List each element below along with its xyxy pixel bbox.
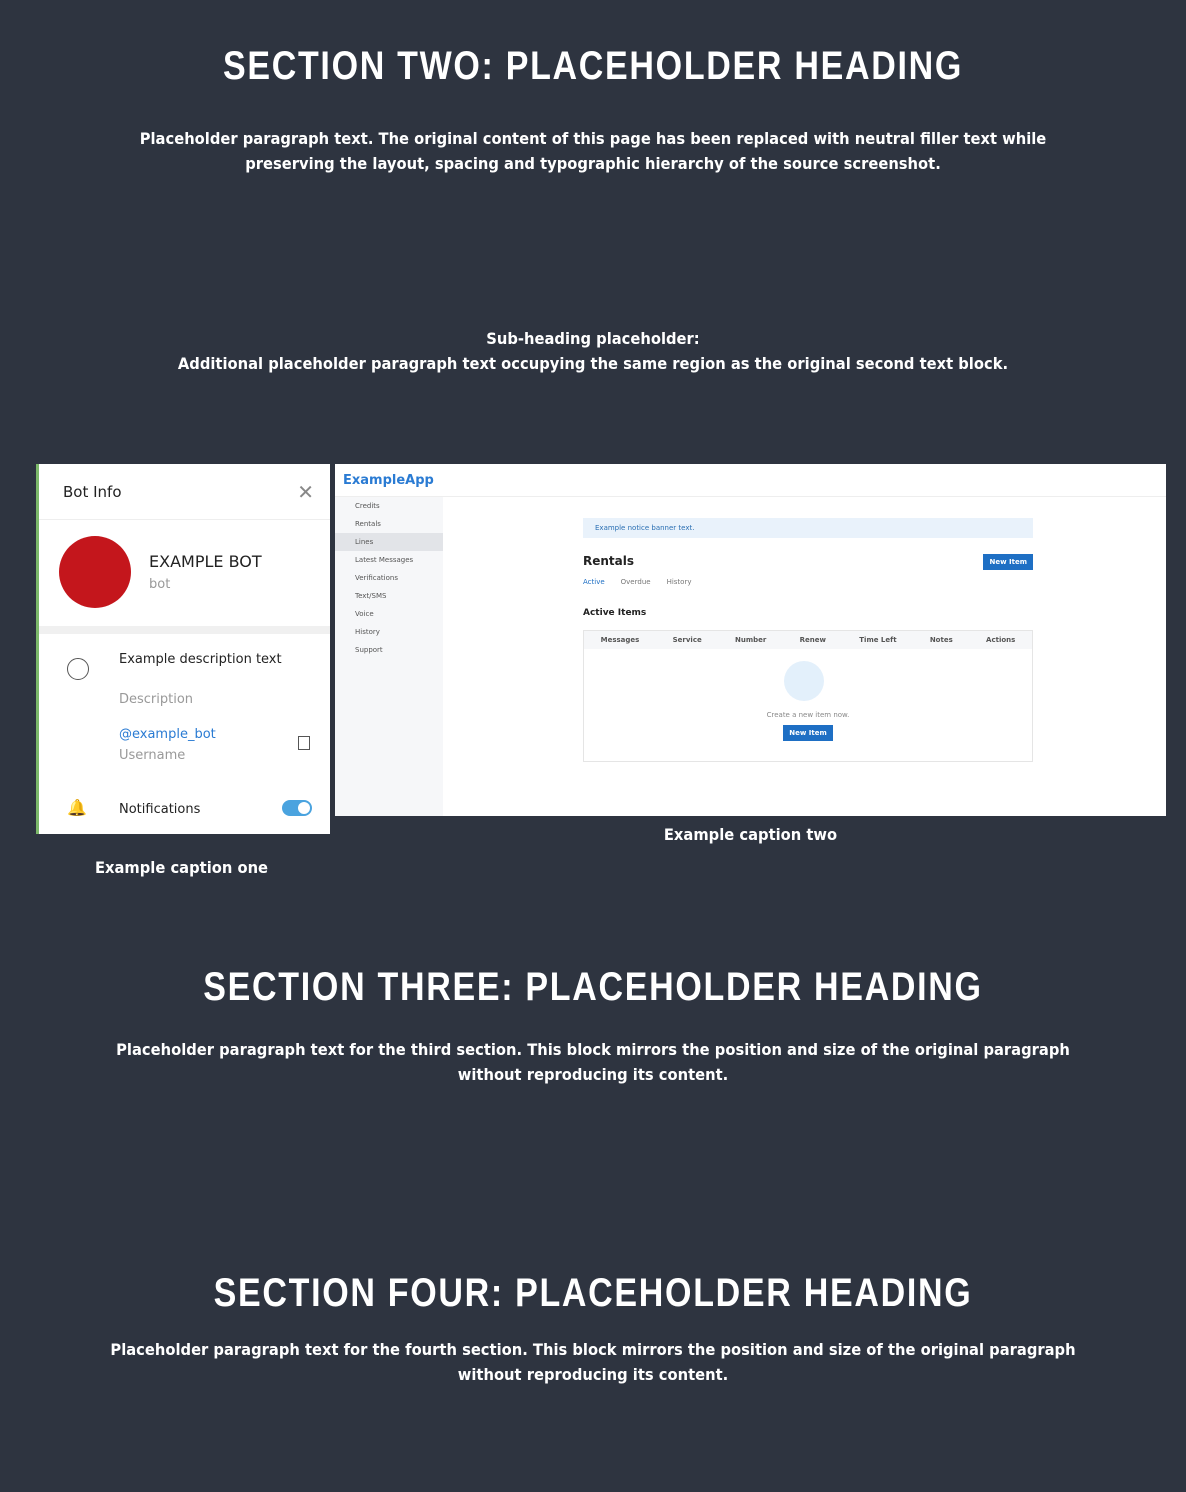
column-header: Renew bbox=[799, 636, 826, 644]
calendar-icon bbox=[784, 661, 824, 701]
avatar bbox=[59, 536, 131, 608]
caption-left: Example caption one bbox=[94, 858, 269, 877]
new-item-button[interactable]: New Item bbox=[783, 725, 833, 741]
username-label: Username bbox=[119, 748, 186, 763]
empty-state-text: Create a new item now. bbox=[766, 711, 850, 719]
sidebar-item[interactable]: History bbox=[355, 628, 380, 636]
tab[interactable]: History bbox=[666, 578, 692, 586]
column-header: Messages bbox=[600, 636, 640, 644]
notice-banner: Example notice banner text. bbox=[583, 518, 1033, 538]
section-two-paragraph-2: Additional placeholder paragraph text occupying the same region as the original second text block. bbox=[177, 354, 1009, 373]
section-three-paragraph: Placeholder paragraph text for the third section. This block mirrors the position and size of the original paragraph without reproducing its content. bbox=[116, 1040, 1070, 1084]
tab[interactable]: Overdue bbox=[620, 578, 651, 586]
column-header: Notes bbox=[929, 636, 953, 644]
purchase-button[interactable]: New Item bbox=[983, 554, 1033, 570]
divider bbox=[39, 626, 330, 634]
sidebar-item[interactable]: Credits bbox=[355, 502, 380, 510]
tab[interactable]: Active bbox=[583, 578, 605, 586]
sidebar-item[interactable]: Latest Messages bbox=[355, 556, 414, 564]
section-two-paragraph: Placeholder paragraph text. The original content of this page has been replaced with neutral filler text while preserving the layout, spacing and typographic hierarchy of the source screenshot. bbox=[139, 129, 1047, 173]
sidebar-item[interactable]: Voice bbox=[355, 610, 374, 618]
column-header: Actions bbox=[986, 636, 1016, 644]
column-header: Number bbox=[735, 636, 767, 644]
info-icon bbox=[67, 658, 89, 680]
sidebar-item[interactable]: Text/SMS bbox=[355, 592, 387, 600]
rentals-table bbox=[583, 630, 1033, 762]
section-two-heading: SECTION TWO: PLACEHOLDER HEADING bbox=[222, 44, 964, 88]
brand-logo: ExampleApp bbox=[335, 464, 1166, 497]
bot-type: bot bbox=[149, 577, 171, 592]
close-icon[interactable]: ✕ bbox=[297, 479, 314, 504]
notifications-toggle[interactable] bbox=[282, 800, 312, 816]
sidebar bbox=[335, 497, 443, 816]
description-label: Description bbox=[119, 692, 194, 707]
section-four-heading: SECTION FOUR: PLACEHOLDER HEADING bbox=[213, 1271, 973, 1315]
copy-icon[interactable] bbox=[298, 736, 310, 750]
section-four-paragraph: Placeholder paragraph text for the fourth section. This block mirrors the position and size of the original paragraph without reproducing its content. bbox=[110, 1340, 1076, 1384]
section-subtitle: Active Items bbox=[583, 608, 647, 618]
notifications-label: Notifications bbox=[119, 802, 201, 817]
sidebar-item[interactable]: Support bbox=[355, 646, 383, 654]
bell-icon: 🔔 bbox=[67, 798, 87, 817]
bot-username[interactable]: @example_bot bbox=[119, 727, 216, 742]
bot-info-title: Bot Info bbox=[63, 482, 122, 501]
bot-name: EXAMPLE BOT bbox=[149, 552, 262, 571]
rental-dashboard bbox=[335, 464, 1166, 816]
sidebar-item[interactable]: Lines bbox=[335, 533, 443, 551]
column-header: Service bbox=[672, 636, 702, 644]
sidebar-item[interactable]: Verifications bbox=[355, 574, 398, 582]
page-title: Rentals bbox=[583, 554, 635, 568]
sidebar-item[interactable]: Rentals bbox=[355, 520, 381, 528]
bot-description: Example description text bbox=[119, 652, 282, 667]
bot-info-panel bbox=[36, 464, 330, 834]
column-header: Time Left bbox=[859, 636, 897, 644]
caption-right: Example caption two bbox=[663, 825, 838, 844]
section-two-subheading: Sub-heading placeholder: bbox=[486, 329, 700, 348]
section-three-heading: SECTION THREE: PLACEHOLDER HEADING bbox=[203, 965, 983, 1009]
